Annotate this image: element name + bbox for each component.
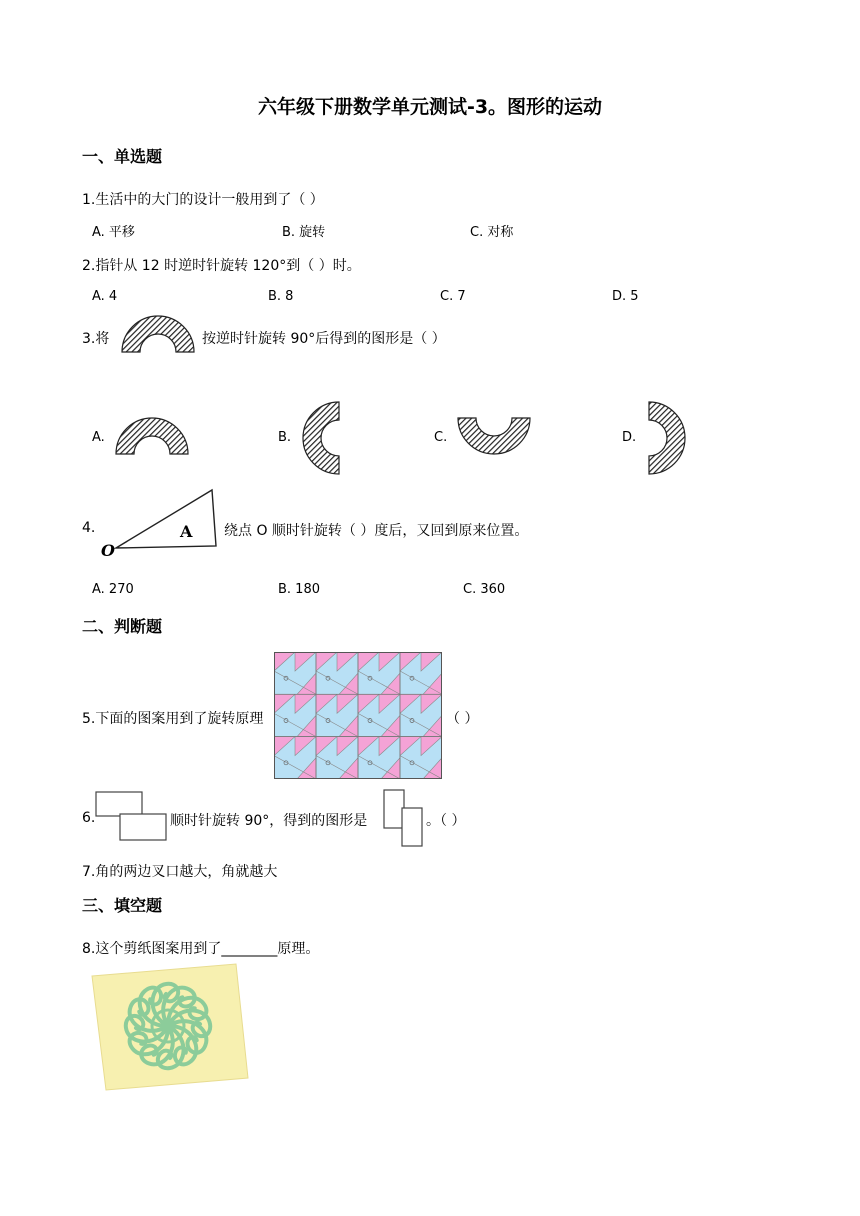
question-4-suffix: 绕点 O 顺时针旋转（ ）度后，又回到原来位置。 (224, 523, 529, 539)
triangle-figure (98, 488, 222, 560)
question-2-option-d[interactable]: D. 5 (612, 289, 639, 304)
question-6-suffix: 。（ ） (426, 813, 466, 829)
question-3-option-c[interactable]: C. (434, 430, 448, 445)
question-1-option-b[interactable]: B. 旋转 (282, 225, 326, 240)
question-1-option-a[interactable]: A. 平移 (92, 225, 135, 240)
section-heading-fill-in: 三、填空题 (82, 896, 163, 915)
question-2-option-b[interactable]: B. 8 (268, 289, 294, 304)
question-1-option-c[interactable]: C. 对称 (470, 225, 514, 240)
papercut-image (86, 962, 256, 1094)
question-5-text: 5.下面的图案用到了旋转原理 (82, 711, 264, 727)
question-3-suffix: 按逆时针旋转 90°后得到的图形是（ ） (202, 331, 446, 347)
question-7-text: 7.角的两边叉口越大，角就越大 (82, 864, 278, 880)
question-4-option-b[interactable]: B. 180 (278, 582, 320, 597)
triangle-label-a: A (180, 522, 193, 541)
page-title: 六年级下册数学单元测试-3。图形的运动 (257, 96, 603, 118)
triangle-label-o: O (101, 541, 115, 560)
two-rectangles-horizontal (94, 790, 170, 844)
question-4-option-a[interactable]: A. 270 (92, 582, 134, 597)
question-3-option-d[interactable]: D. (622, 430, 637, 445)
arch-option-c-figure (454, 416, 534, 458)
rotation-tile-pattern (274, 652, 442, 779)
question-3-option-b[interactable]: B. (278, 430, 292, 445)
arch-option-a-figure (112, 414, 192, 456)
two-rectangles-vertical (382, 788, 426, 848)
question-2-option-c[interactable]: C. 7 (440, 289, 466, 304)
section-heading-true-false: 二、判断题 (82, 617, 163, 636)
question-3-prefix: 3.将 (82, 331, 110, 347)
question-5-answer-paren[interactable]: （ ） (446, 711, 479, 727)
arch-option-b-figure (298, 400, 342, 476)
question-6-middle: 顺时针旋转 90°，得到的图形是 (170, 813, 368, 829)
arch-figure-original (120, 312, 196, 354)
question-8-text: 8.这个剪纸图案用到了________原理。 (82, 941, 320, 957)
question-4-prefix: 4. (82, 520, 96, 536)
question-3-option-a[interactable]: A. (92, 430, 105, 445)
section-heading-single-choice: 一、单选题 (82, 147, 163, 166)
question-2-text: 2.指针从 12 时逆时针旋转 120°到（ ）时。 (82, 258, 361, 274)
arch-option-d-figure (646, 400, 690, 476)
papercut-center (161, 1019, 175, 1033)
question-2-option-a[interactable]: A. 4 (92, 289, 118, 304)
question-4-option-c[interactable]: C. 360 (463, 582, 506, 597)
question-6-prefix: 6. (82, 810, 96, 826)
question-1-text: 1.生活中的大门的设计一般用到了（ ） (82, 192, 324, 208)
